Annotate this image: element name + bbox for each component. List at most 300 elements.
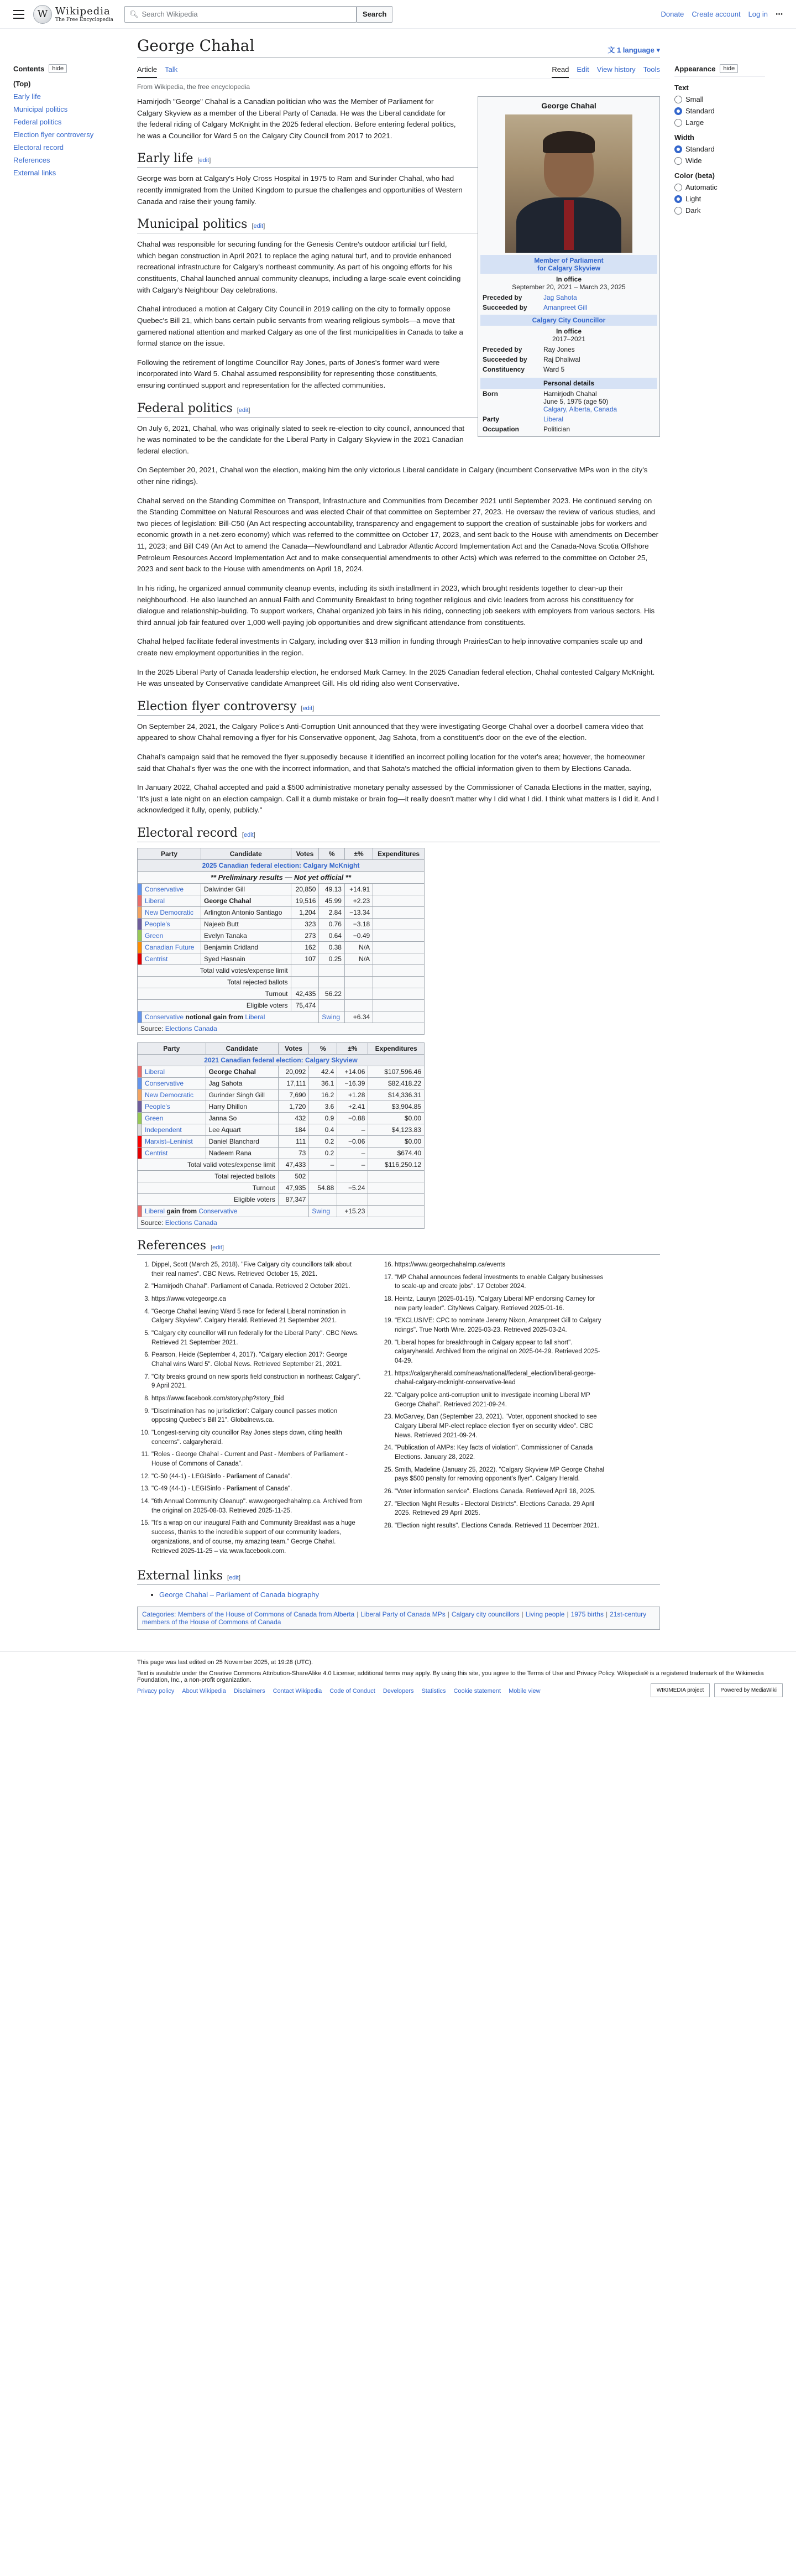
infobox: [478, 96, 660, 437]
party-value[interactable]: Liberal: [543, 415, 564, 423]
summary-expenditures: [368, 1182, 425, 1194]
preceded-label-2: Preceded by: [483, 346, 522, 353]
municipal-paragraph: Chahal was responsible for securing funding for the Genesis Centre's outdoor artificial turf field, which began construction in April 2021 to replace the aging natural turf, and to provide enhanced recreational infrastructure for Calgary's northeast community. As part of his ongoing efforts for his constituents, Chahal launched annual community cleanups, including a large-scale event coinciding with Calgary's Neighbour Day celebrations.: [137, 240, 461, 294]
gain-text: gain from: [166, 1207, 197, 1216]
percent-cell: 36.1: [309, 1078, 337, 1089]
edit-early-life-link[interactable]: edit: [199, 157, 210, 164]
votes-cell: 162: [291, 942, 319, 953]
toc-item-external[interactable]: External links: [13, 169, 56, 177]
party-name[interactable]: New Democratic: [142, 1089, 206, 1101]
party-name[interactable]: Independent: [142, 1124, 206, 1136]
summary-row: [138, 965, 425, 977]
summary-label: Total valid votes/expense limit: [138, 1159, 279, 1171]
candidate-name: Dalwinder Gill: [201, 884, 291, 895]
party-color-swatch: [138, 907, 142, 919]
party-name[interactable]: People's: [142, 1101, 206, 1113]
party-name[interactable]: Green: [142, 1113, 206, 1124]
preceded-by-councillor: Ray Jones: [543, 346, 575, 353]
references-list: [137, 1260, 660, 1559]
summary-expenditures: [373, 977, 425, 988]
page-footer: [0, 1651, 796, 1714]
login-link[interactable]: Log in: [748, 10, 768, 18]
expenditure-cell: [373, 884, 425, 895]
wikipedia-logo[interactable]: [33, 5, 113, 24]
party-name[interactable]: Liberal: [142, 895, 201, 907]
candidate-name: Lee Aquart: [206, 1124, 278, 1136]
reference-item[interactable]: 23. McGarvey, Dan (September 23, 2021). "Voter, opponent shocked to see Calgary Liberal MP-elect replace election flyer on security video". CBC News. Retrieved 2021-09-24.: [395, 1412, 607, 1440]
footer-link[interactable]: About Wikipedia: [182, 1688, 226, 1695]
swing-value: +15.23: [337, 1206, 368, 1217]
candidate-name: Nadeem Rana: [206, 1148, 278, 1159]
globe-icon: W: [33, 5, 52, 24]
source-link[interactable]: Elections Canada: [165, 1219, 217, 1227]
gain-from[interactable]: Conservative: [198, 1207, 238, 1216]
last-edited: This page was last edited on 25 November 2025, at 19:28 (UTC).: [137, 1659, 313, 1666]
expenditure-cell: [373, 953, 425, 965]
summary-row: [138, 977, 425, 988]
change-cell: −0.06: [337, 1136, 368, 1148]
federal-paragraph: On September 20, 2021, Chahal won the election, making him the only victorious Liberal candidate in Calgary (incumbent Conservative MPs won in the city's other nine ridings).: [137, 466, 648, 486]
toc-item-federal[interactable]: Federal politics: [13, 118, 62, 126]
edit-external-link[interactable]: edit: [229, 1574, 239, 1582]
municipal-paragraph: Following the retirement of longtime Councillor Ray Jones, parts of Jones's former ward were incorporated into Ward 5. Chahal assumed responsibility for representing those constituents, ensuring continued support and representation for the affected communities.: [137, 358, 440, 389]
language-button[interactable]: 文︎ 1 language ▾: [608, 46, 660, 54]
summary-votes: 47,433: [278, 1159, 309, 1171]
category-separator: |: [521, 1610, 523, 1619]
summary-percent: –: [309, 1159, 337, 1171]
table-row: [138, 942, 425, 953]
votes-cell: 17,111: [278, 1078, 309, 1089]
reference-item[interactable]: 6. Pearson, Heide (September 4, 2017). "Calgary election 2017: George Chahal wins Ward 5". Global News. Retrieved September 21, 2021.: [151, 1350, 364, 1369]
federal-heading: Federal politics [edit]: [137, 401, 660, 418]
footer-link[interactable]: Disclaimers: [233, 1688, 265, 1695]
reference-item[interactable]: 7. "City breaks ground on new sports field construction in northeast Calgary". 9 April 2021.: [151, 1373, 364, 1391]
change-cell: −13.34: [344, 907, 373, 919]
category-link[interactable]: Calgary city councillors: [451, 1610, 520, 1619]
toc-title: Contents: [13, 64, 45, 73]
election-table-2021: [137, 1042, 425, 1229]
category-separator: |: [357, 1610, 359, 1619]
summary-change: [337, 1194, 368, 1206]
early-life-paragraph: George was born at Calgary's Holy Cross Hospital in 1975 to Ram and Surinder Chahal, who had recently immigrated from the United Kingdom to pursue the challenges and opportunities of Western Canada and raise their young family.: [137, 174, 463, 206]
create-account-link[interactable]: Create account: [692, 10, 741, 18]
expenditure-cell: [373, 930, 425, 942]
percent-cell: 0.4: [309, 1124, 337, 1136]
edit-flyer-link[interactable]: edit: [302, 705, 313, 712]
summary-votes: 502: [278, 1171, 309, 1182]
summary-row: [138, 1171, 425, 1182]
width-wide[interactable]: Wide: [674, 157, 765, 165]
category-link[interactable]: 1975 births: [570, 1610, 604, 1619]
in-office-label: In office: [556, 275, 582, 283]
preliminary-notice: ** Preliminary results — Not yet official **: [138, 872, 425, 884]
party-color-swatch: [138, 895, 142, 907]
party-name[interactable]: Centrist: [142, 953, 201, 965]
reference-item[interactable]: 25. Smith, Madeline (January 25, 2022). "Calgary Skyview MP George Chahal pays $500 penalty for removing opponent's flyer". Calgary Herald.: [395, 1466, 607, 1484]
party-name[interactable]: Marxist–Leninist: [142, 1136, 206, 1148]
reference-item[interactable]: 2. "Harnirjodh Chahal". Parliament of Canada. Retrieved 2 October 2021.: [151, 1282, 364, 1291]
summary-votes: 47,935: [278, 1182, 309, 1194]
col-expenditures: Expenditures: [368, 1043, 425, 1055]
text-size-small[interactable]: Small: [674, 95, 765, 103]
footer-link[interactable]: Code of Conduct: [329, 1688, 375, 1695]
col-pct: %: [309, 1043, 337, 1055]
flyer-paragraph: In January 2022, Chahal accepted and paid a $500 administrative monetary penalty assessed by the Commissioner of Canada Elections in the matter, saying, "It's just a late night on an election campaign. Call it a dumb mistake or brain fog—it really doesn't matter why I did what I did. I think what matters is I did it. And I acknowledged it fully, openly, publicly.": [137, 783, 659, 815]
tab-edit[interactable]: Edit: [577, 65, 589, 74]
footer-link[interactable]: Cookie statement: [453, 1688, 501, 1695]
party-color-swatch: [138, 1124, 142, 1136]
reference-item[interactable]: 21. https://calgaryherald.com/news/national/federal_election/liberal-george-chahal-calgary-mcknight-conservative-lead: [395, 1369, 607, 1388]
footer-link[interactable]: Developers: [383, 1688, 414, 1695]
infobox-office-mp[interactable]: Member of Parliament: [534, 257, 604, 264]
change-cell: −0.49: [344, 930, 373, 942]
flyer-heading: Election flyer controversy [edit]: [137, 700, 660, 716]
party-color-swatch: [138, 942, 142, 953]
external-links-heading: External links [edit]: [137, 1569, 660, 1585]
votes-cell: 7,690: [278, 1089, 309, 1101]
logo-wordmark: Wikipedia: [55, 6, 111, 17]
appearance-hide-button[interactable]: hide: [720, 64, 738, 73]
votes-cell: 107: [291, 953, 319, 965]
summary-percent: 54.88: [309, 1182, 337, 1194]
expenditure-cell: [373, 942, 425, 953]
party-name[interactable]: New Democratic: [142, 907, 201, 919]
table-row: [138, 1101, 425, 1113]
table-row: [138, 1148, 425, 1159]
categories-label[interactable]: Categories:: [142, 1610, 176, 1619]
federal-paragraph: In his riding, he organized annual community cleanup events, including its sixth installment in 2023, which brought residents together to clean-up their neighbourhood. He also launched an annual Faith and Community Breakfast to bring together religious and civic leaders from across his constituency for dialogue and relationship-building. To support workers, Chahal organized job fairs in his riding, connecting job seekers with employers from various sectors. His third annual job fair featured over 1,000 well-paying job opportunities and drew significant attendance from constituents.: [137, 583, 655, 627]
reference-item[interactable]: 10. "Longest-serving city councillor Ray Jones steps down, citing health concerns". calgaryherald.: [151, 1428, 364, 1447]
summary-votes: [291, 977, 319, 988]
wikimedia-badge[interactable]: WIKIMEDIA project: [651, 1683, 710, 1697]
infobox-name: George Chahal: [541, 101, 596, 110]
tab-article[interactable]: Article: [137, 63, 157, 78]
gain-swatch: [138, 1011, 142, 1023]
succeeded-label-2: Succeeded by: [483, 356, 527, 363]
table-row: [138, 1113, 425, 1124]
swing-label[interactable]: Swing: [309, 1206, 337, 1217]
col-change: ±%: [337, 1043, 368, 1055]
summary-change: [344, 977, 373, 988]
percent-cell: 16.2: [309, 1089, 337, 1101]
category-link[interactable]: Liberal Party of Canada MPs: [360, 1610, 446, 1619]
occupation-value: Politician: [543, 425, 570, 433]
tab-tools[interactable]: Tools: [643, 65, 660, 74]
toc-item-references[interactable]: References: [13, 156, 50, 164]
text-size-large[interactable]: Large: [674, 118, 765, 127]
search-input[interactable]: [124, 6, 357, 23]
municipal-paragraph: Chahal introduced a motion at Calgary City Council in 2019 calling on the city to formally oppose Quebec's Bill 21, which bans certain public servants from wearing religious symbols—a move that garnered national attention and marked Calgary as one of the first municipalities in Canada to take a formal stance on the issue.: [137, 305, 463, 348]
reference-item[interactable]: 9. "Discrimination has no jurisdiction': Calgary council passes motion opposing Quebec's Bill 21". Globalnews.ca.: [151, 1407, 364, 1425]
summary-votes: 87,347: [278, 1194, 309, 1206]
summary-label: Eligible voters: [138, 1000, 291, 1011]
expenditure-cell: [373, 907, 425, 919]
party-label: Party: [483, 415, 500, 423]
expenditure-cell: $14,336.31: [368, 1089, 425, 1101]
party-name[interactable]: Conservative: [142, 884, 201, 895]
summary-expenditures: $116,250.12: [368, 1159, 425, 1171]
reference-item[interactable]: 27. "Election Night Results - Electoral Districts". Elections Canada. 29 April 2025. Retrieved 29 April 2025.: [395, 1500, 607, 1518]
reference-item[interactable]: 5. "Calgary city councillor will run federally for the Liberal Party". CBC News. Retrieved 21 September 2021.: [151, 1329, 364, 1347]
table-row: [138, 907, 425, 919]
candidate-name: George Chahal: [201, 895, 291, 907]
percent-cell: 2.84: [319, 907, 345, 919]
percent-cell: 0.38: [319, 942, 345, 953]
candidate-name: George Chahal: [206, 1066, 278, 1078]
party-color-swatch: [138, 919, 142, 930]
votes-cell: 323: [291, 919, 319, 930]
summary-change: [344, 988, 373, 1000]
born-label: Born: [483, 390, 498, 398]
main-menu-icon[interactable]: [13, 10, 24, 19]
portrait-photo[interactable]: [505, 114, 632, 253]
page-title: George Chahal: [137, 36, 255, 55]
in-office-mp: September 20, 2021 – March 23, 2025: [512, 283, 626, 291]
summary-row: [138, 1194, 425, 1206]
preceded-by-mp[interactable]: Jag Sahota: [543, 294, 577, 301]
votes-cell: 111: [278, 1136, 309, 1148]
edit-municipal-link[interactable]: edit: [253, 223, 264, 230]
in-office-label-2: In office: [556, 327, 582, 335]
reference-item[interactable]: 26. "Voter information service". Elections Canada. Retrieved April 18, 2025.: [395, 1487, 607, 1496]
reference-item[interactable]: 19. "EXCLUSIVE: CPC to nominate Jeremy Nixon, Amanpreet Gill to Calgary ridings". True North Wire. 2025-03-23. Retrieved 2025-03-24.: [395, 1316, 607, 1334]
change-cell: N/A: [344, 953, 373, 965]
expenditure-cell: $0.00: [368, 1113, 425, 1124]
col-expenditures: Expenditures: [373, 848, 425, 860]
born-name: Harnirjodh Chahal: [543, 390, 597, 398]
table-row: [138, 1089, 425, 1101]
reference-item[interactable]: 13. "C-49 (44-1) - LEGISinfo - Parliament of Canada".: [151, 1484, 364, 1494]
reference-item[interactable]: 22. "Calgary police anti-corruption unit to investigate incoming Liberal MP George Chahal". Retrieved 2021-09-24.: [395, 1391, 607, 1409]
source-link[interactable]: Elections Canada: [165, 1025, 217, 1033]
summary-change: [337, 1171, 368, 1182]
col-change: ±%: [344, 848, 373, 860]
summary-row: [138, 1182, 425, 1194]
expenditure-cell: $107,596.46: [368, 1066, 425, 1078]
candidate-name: Benjamin Cridland: [201, 942, 291, 953]
tab-talk[interactable]: Talk: [165, 65, 178, 74]
reference-item[interactable]: 28. "Election night results". Elections Canada. Retrieved 11 December 2021.: [395, 1521, 607, 1531]
edit-federal-link[interactable]: edit: [238, 406, 249, 414]
percent-cell: 0.64: [319, 930, 345, 942]
gain-swatch: [138, 1206, 142, 1217]
external-link-parliament[interactable]: George Chahal – Parliament of Canada biography: [159, 1591, 320, 1599]
summary-change: [344, 965, 373, 977]
text-size-standard[interactable]: Standard: [674, 107, 765, 115]
edit-electoral-link[interactable]: edit: [243, 832, 254, 839]
expenditure-cell: $3,904.85: [368, 1101, 425, 1113]
expenditure-cell: $82,418.22: [368, 1078, 425, 1089]
toc-item-early-life[interactable]: Early life: [13, 92, 41, 101]
table-of-contents: [13, 29, 129, 1638]
succeeded-by-councillor: Raj Dhaliwal: [543, 356, 580, 363]
expenditure-cell: $674.40: [368, 1148, 425, 1159]
infobox-office-councillor[interactable]: Calgary City Councillor: [532, 316, 606, 324]
toc-item-top[interactable]: (Top): [13, 80, 31, 88]
reference-item[interactable]: 12. "C-50 (44-1) - LEGISinfo - Parliament of Canada".: [151, 1472, 364, 1482]
party-color-swatch: [138, 1066, 142, 1078]
category-link[interactable]: 21st-century members of the House of Commons of Canada: [142, 1610, 647, 1626]
summary-percent: [319, 1000, 345, 1011]
candidate-name: Harry Dhillon: [206, 1101, 278, 1113]
license-text: Text is available under the Creative Commons Attribution-ShareAlike 4.0 License; additional terms may apply. By using this site, you agree to the Terms of Use and Privacy Policy. Wikipedia® is a registered trademark of the Wikimedia Foundation, Inc., a non-profit organization.: [137, 1670, 764, 1684]
footer-link[interactable]: Statistics: [421, 1688, 446, 1695]
table-row: [138, 919, 425, 930]
col-votes: Votes: [278, 1043, 309, 1055]
party-color-swatch: [138, 953, 142, 965]
occupation-label: Occupation: [483, 425, 520, 433]
table-row: [138, 930, 425, 942]
col-pct: %: [319, 848, 345, 860]
col-votes: Votes: [291, 848, 319, 860]
party-name[interactable]: Green: [142, 930, 201, 942]
percent-cell: 0.9: [309, 1113, 337, 1124]
gain-text: notional gain from: [185, 1013, 244, 1021]
color-dark[interactable]: Dark: [674, 206, 765, 215]
swing-label[interactable]: Swing: [319, 1011, 345, 1023]
party-color-swatch: [138, 1113, 142, 1124]
candidate-name: Najeeb Butt: [201, 919, 291, 930]
expenditure-cell: $4,123.83: [368, 1124, 425, 1136]
category-separator: |: [447, 1610, 449, 1619]
summary-label: Eligible voters: [138, 1194, 279, 1206]
references-heading: References [edit]: [137, 1239, 660, 1255]
candidate-name: Arlington Antonio Santiago: [201, 907, 291, 919]
toc-item-electoral[interactable]: Electoral record: [13, 143, 64, 152]
category-link[interactable]: Members of the House of Commons of Canada from Alberta: [177, 1610, 355, 1619]
federal-paragraph: On July 6, 2021, Chahal, who was originally slated to seek re-election to city council, announced that he was nominated to be the candidate for the Liberal Party in Calgary Skyview in the 2021 Canadian federal election.: [137, 424, 465, 455]
summary-percent: 56.22: [319, 988, 345, 1000]
appearance-panel: [660, 29, 765, 1638]
gain-from[interactable]: Liberal: [245, 1013, 265, 1021]
table-row: [138, 953, 425, 965]
summary-percent: [319, 977, 345, 988]
change-cell: +2.23: [344, 895, 373, 907]
site-header: [0, 0, 796, 29]
change-cell: −16.39: [337, 1078, 368, 1089]
votes-cell: 20,850: [291, 884, 319, 895]
reference-item[interactable]: 15. "It's a wrap on our inaugural Faith and Community Breakfast was a huge success, thanks to the incredible support of our community leaders, organizations, and of course, my amazing team." George Chahal. Retrieved 2025-11-25 – via www.facebook.com.: [151, 1519, 364, 1556]
personal-details-heading: Personal details: [480, 378, 657, 389]
toc-item-municipal[interactable]: Municipal politics: [13, 105, 68, 113]
reference-item[interactable]: 1. Dippel, Scott (March 25, 2018). "Five Calgary city councillors talk about their real names". CBC News. Retrieved October 15, 2021.: [151, 1260, 364, 1279]
candidate-name: Evelyn Tanaka: [201, 930, 291, 942]
party-name[interactable]: Liberal: [142, 1066, 206, 1078]
table-caption[interactable]: 2025 Canadian federal election: Calgary McKnight: [138, 860, 425, 872]
reference-item[interactable]: 16. https://www.georgechahalmp.ca/events: [395, 1260, 607, 1270]
reference-item[interactable]: 11. "Roles - George Chahal - Current and Past - Members of Parliament - House of Commons of Canada".: [151, 1450, 364, 1468]
gain-party[interactable]: Conservative: [145, 1013, 184, 1021]
reference-item[interactable]: 14. "6th Annual Community Cleanup". www.georgechahalmp.ca. Archived from the original on 2025-08-03. Retrieved 2025-11-25.: [151, 1497, 364, 1515]
summary-change: –: [337, 1159, 368, 1171]
change-cell: +2.41: [337, 1101, 368, 1113]
more-options-icon[interactable]: ⋯: [776, 9, 783, 18]
votes-cell: 432: [278, 1113, 309, 1124]
toc-hide-button[interactable]: hide: [49, 64, 67, 73]
footer-link[interactable]: Privacy policy: [137, 1688, 175, 1695]
tab-view-history[interactable]: View history: [596, 65, 636, 74]
width-standard[interactable]: Standard: [674, 145, 765, 153]
search-button[interactable]: Search: [357, 6, 392, 23]
category-link[interactable]: Living people: [525, 1610, 565, 1619]
table-row: [138, 1066, 425, 1078]
color-label: Color (beta): [674, 171, 715, 180]
infobox-office-mp-riding[interactable]: for Calgary Skyview: [537, 264, 601, 272]
mediawiki-badge[interactable]: Powered by MediaWiki: [714, 1683, 783, 1697]
summary-expenditures: [368, 1194, 425, 1206]
summary-label: Turnout: [138, 988, 291, 1000]
reference-item[interactable]: 18. Heintz, Lauryn (2025-01-15). "Calgary Liberal MP endorsing Carney for new party leader". CityNews Calgary. Retrieved 2025-01-16.: [395, 1295, 607, 1313]
constituency-value: Ward 5: [543, 366, 565, 373]
flyer-paragraph: Chahal's campaign said that he removed the flyer supposedly because it identified an incorrect polling location for the voter's area; however, the homeowner said that Chahal's flyer was the one with the incorrect information, and that Sahota's matched the official information given to them by Elections Canada.: [137, 752, 645, 773]
summary-label: Turnout: [138, 1182, 279, 1194]
party-color-swatch: [138, 1101, 142, 1113]
votes-cell: 19,516: [291, 895, 319, 907]
summary-expenditures: [373, 965, 425, 977]
search-icon: 🔍︎: [129, 9, 139, 18]
category-separator: |: [605, 1610, 608, 1619]
tab-read[interactable]: Read: [552, 63, 569, 78]
party-color-swatch: [138, 1136, 142, 1148]
source-label: Source:: [140, 1025, 164, 1033]
votes-cell: 273: [291, 930, 319, 942]
change-cell: −0.88: [337, 1113, 368, 1124]
election-table-2025: [137, 848, 425, 1035]
width-label: Width: [674, 133, 694, 142]
expenditure-cell: [373, 895, 425, 907]
party-color-swatch: [138, 1089, 142, 1101]
footer-link[interactable]: Contact Wikipedia: [273, 1688, 322, 1695]
reference-item[interactable]: 17. "MP Chahal announces federal investments to enable Calgary businesses to scale-up and create jobs". 17 October 2024.: [395, 1273, 607, 1291]
color-automatic[interactable]: Automatic: [674, 183, 765, 191]
party-name[interactable]: Conservative: [142, 1078, 206, 1089]
summary-expenditures: [368, 1171, 425, 1182]
edit-references-link[interactable]: edit: [212, 1244, 222, 1252]
color-light[interactable]: Light: [674, 195, 765, 203]
footer-link[interactable]: Mobile view: [509, 1688, 541, 1695]
from-wikipedia: From Wikipedia, the free encyclopedia: [137, 83, 250, 91]
party-name[interactable]: Centrist: [142, 1148, 206, 1159]
summary-expenditures: [373, 1000, 425, 1011]
reference-item[interactable]: 24. "Publication of AMPs: Key facts of violation". Commissioner of Canada Elections. January 28, 2022.: [395, 1443, 607, 1462]
succeeded-by-mp[interactable]: Amanpreet Gill: [543, 304, 588, 311]
change-cell: N/A: [344, 942, 373, 953]
summary-expenditures: [373, 988, 425, 1000]
summary-row: [138, 1000, 425, 1011]
reference-item[interactable]: 8. https://www.facebook.com/story.php?story_fbid: [151, 1394, 364, 1404]
expenditure-cell: [373, 919, 425, 930]
percent-cell: 49.13: [319, 884, 345, 895]
reference-item[interactable]: 3. https://www.votegeorge.ca: [151, 1295, 364, 1304]
change-cell: –: [337, 1124, 368, 1136]
percent-cell: 0.2: [309, 1148, 337, 1159]
reference-item[interactable]: 20. "Liberal hopes for breakthrough in Calgary appear to fall short". calgaryherald. Archived from the original on 2025-04-29. Retrieved 2025-04-29.: [395, 1338, 607, 1366]
party-name[interactable]: People's: [142, 919, 201, 930]
party-name[interactable]: Canadian Future: [142, 942, 201, 953]
born-place[interactable]: Calgary, Alberta, Canada: [543, 405, 617, 413]
donate-link[interactable]: Donate: [661, 10, 684, 18]
votes-cell: 1,204: [291, 907, 319, 919]
table-caption[interactable]: 2021 Canadian federal election: Calgary Skyview: [138, 1055, 425, 1066]
percent-cell: 0.2: [309, 1136, 337, 1148]
change-cell: +14.06: [337, 1066, 368, 1078]
toc-item-controversy[interactable]: Election flyer controversy: [13, 131, 94, 139]
swing-value: +6.34: [344, 1011, 373, 1023]
gain-party[interactable]: Liberal: [145, 1207, 165, 1216]
constituency-label: Constituency: [483, 366, 525, 373]
flyer-paragraph: On September 24, 2021, the Calgary Police's Anti-Corruption Unit announced that they were investigating George Chahal over a doorbell camera video that appeared to show Chahal removing a flyer for his Conservative opponent, Jag Sahota, from a constituent's door on the eve of the election.: [137, 722, 643, 742]
reference-item[interactable]: 4. "George Chahal leaving Ward 5 race for federal Liberal nomination in Calgary Skyview". Calgary Herald. Retrieved 21 September 2021.: [151, 1307, 364, 1326]
